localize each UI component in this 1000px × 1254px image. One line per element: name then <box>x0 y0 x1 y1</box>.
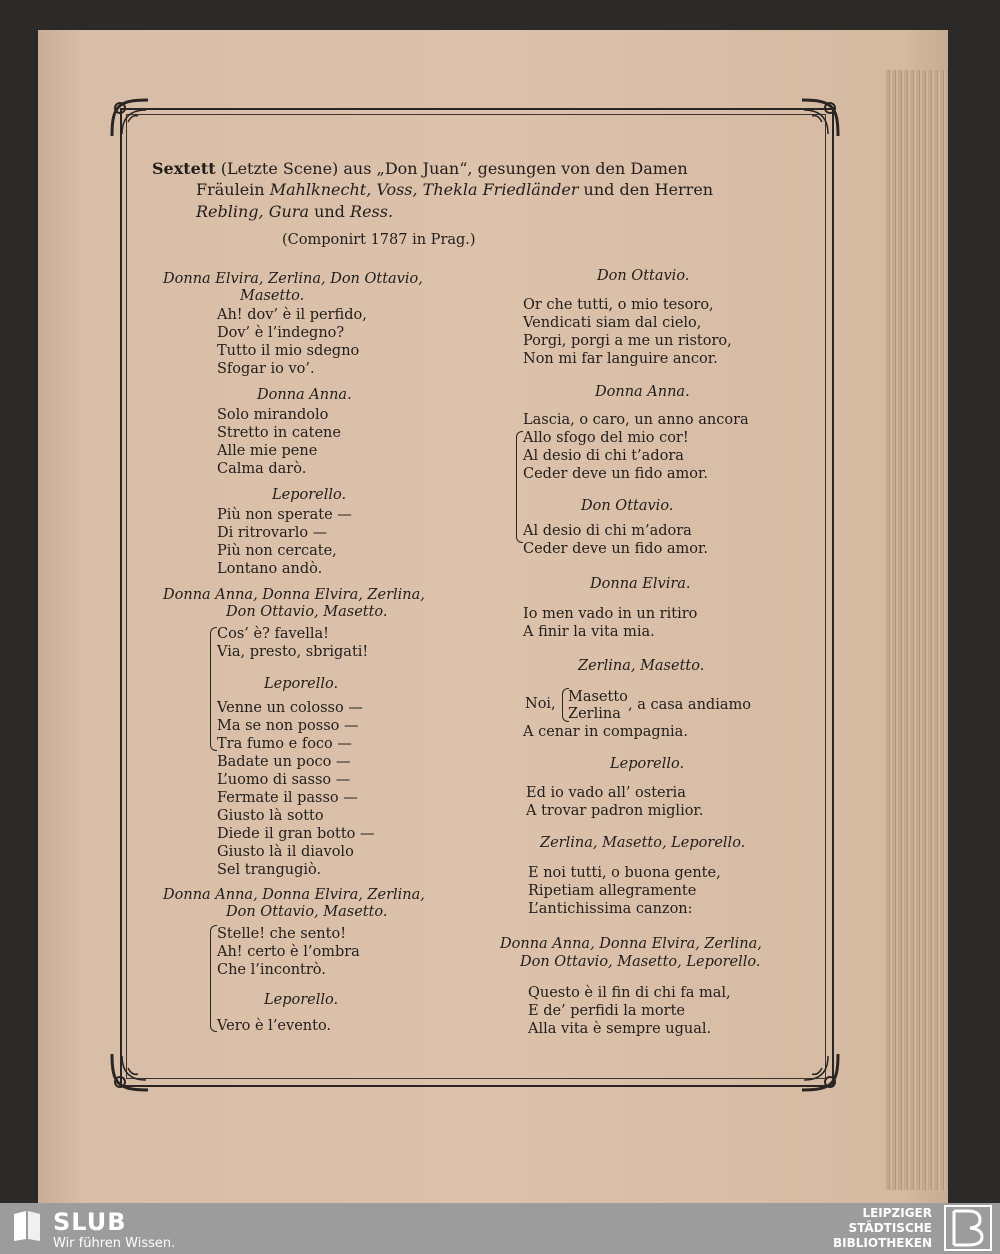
speaker-label: Don Ottavio. <box>581 498 674 514</box>
verse-line: Ceder deve un fido amor. <box>523 541 708 557</box>
lsb-line-2: STÄDTISCHE <box>848 1221 932 1235</box>
verse-line: E noi tutti, o buona gente, <box>528 865 721 881</box>
verse-line: Badate un poco — <box>217 754 351 770</box>
speaker-label: Donna Anna, Donna Elvira, Zerlina, <box>163 887 425 903</box>
speaker-label: Leporello. <box>264 992 339 1008</box>
verse-line: Ceder deve un fido amor. <box>523 466 708 482</box>
verse-line: Io men vado in un ritiro <box>523 606 698 622</box>
und-herren: und den Herren <box>578 180 714 199</box>
verse-line: L’uomo di sasso — <box>217 772 351 788</box>
lsb-line-3: BIBLIOTHEKEN <box>832 1236 932 1250</box>
singer-names-men: Rebling, Gura <box>196 202 309 221</box>
composed-note: (Componirt 1787 in Prag.) <box>282 232 476 248</box>
noi-rest: , a casa andiamo <box>628 697 751 713</box>
brace-left-2 <box>210 925 217 1032</box>
verse-line: Solo mirandolo <box>217 407 329 423</box>
verse-line: Al desio di chi m’adora <box>523 523 692 539</box>
flourish-ornament-top-right <box>796 96 842 142</box>
speaker-label: Donna Anna. <box>595 384 690 400</box>
speaker-label: Leporello. <box>610 756 685 772</box>
verse-line: Sfogar io vo’. <box>217 361 315 377</box>
verse-line: Questo è il fin di chi fa mal, <box>528 985 731 1001</box>
verse-line: A cenar in compagnia. <box>523 724 688 740</box>
brace-left-1 <box>210 627 217 751</box>
verse-line: Giusto là il diavolo <box>217 844 354 860</box>
verse-line: Ripetiam allegramente <box>528 883 697 899</box>
slub-logo-text[interactable]: SLUB <box>53 1208 127 1236</box>
verse-line: Lascia, o caro, un anno ancora <box>523 412 749 428</box>
speaker-label: Leporello. <box>264 676 339 692</box>
slub-tagline: Wir führen Wissen. <box>53 1236 176 1251</box>
slub-logo-icon <box>12 1210 42 1242</box>
verse-line: Alle mie pene <box>217 443 318 459</box>
lsb-logo-icon <box>944 1205 992 1251</box>
speaker-label: Don Ottavio. <box>597 268 690 284</box>
verse-line: Stretto in catene <box>217 425 341 441</box>
verse-line: Di ritrovarlo — <box>217 525 328 541</box>
singer-names-women: Mahlknecht, Voss, Thekla Friedländer <box>269 180 579 199</box>
verse-line: Dov’ è l’indegno? <box>217 325 345 341</box>
und-label: und <box>308 202 351 221</box>
speaker-label: Leporello. <box>272 487 347 503</box>
brace-right-1 <box>516 431 523 543</box>
flourish-ornament-bottom-left <box>108 1048 154 1094</box>
sextett-title: Sextett <box>152 159 216 178</box>
noi-zerlina: Zerlina <box>568 706 621 722</box>
verse-line: E de’ perfidi la morte <box>528 1003 685 1019</box>
speaker-label: Don Ottavio, Masetto, Leporello. <box>520 954 761 970</box>
verse-line: Alla vita è sempre ugual. <box>528 1021 712 1037</box>
verse-line: Ed io vado all’ osteria <box>526 785 686 801</box>
speaker-label: Donna Anna. <box>257 387 352 403</box>
lsb-wordmark[interactable] <box>833 1206 932 1251</box>
verse-line: Cos’ è? favella! <box>217 626 329 642</box>
verse-line: Tra fumo e foco — <box>217 736 352 752</box>
header-line-2 <box>196 181 713 199</box>
verse-line: Giusto là sotto <box>217 808 324 824</box>
verse-line: Stelle! che sento! <box>217 926 347 942</box>
verse-line: Ma se non posso — <box>217 718 359 734</box>
verse-line: A finir la vita mia. <box>523 624 655 640</box>
verse-line: Tutto il mio sdegno <box>217 343 360 359</box>
page-edges <box>886 70 948 1190</box>
speaker-label: Donna Elvira, Zerlina, Don Ottavio, <box>163 271 423 287</box>
verse-line: Lontano andò. <box>217 561 323 577</box>
speaker-label: Don Ottavio, Masetto. <box>226 604 388 620</box>
verse-line: Calma darò. <box>217 461 307 477</box>
fraeulein-label: Fräulein <box>196 180 270 199</box>
verse-line: Più non sperate — <box>217 507 352 523</box>
speaker-label: Donna Anna, Donna Elvira, Zerlina, <box>163 587 425 603</box>
verse-line: Fermate il passo — <box>217 790 358 806</box>
verse-line: Ah! certo è l’ombra <box>217 944 360 960</box>
header-line-3 <box>196 203 393 221</box>
verse-line: Che l’incontrò. <box>217 962 326 978</box>
title-line-1: (Letzte Scene) aus „Don Juan“, gesungen von den Damen <box>215 159 688 178</box>
verse-line: Via, presto, sbrigati! <box>217 644 369 660</box>
noi-label: Noi, <box>525 696 556 712</box>
verse-line: Ah! dov’ è il perfido, <box>217 307 367 323</box>
verse-line: Diede il gran botto — <box>217 826 375 842</box>
verse-line: L’antichissima canzon: <box>528 901 693 917</box>
verse-line: Non mi far languire ancor. <box>523 351 718 367</box>
speaker-label: Zerlina, Masetto. <box>578 658 705 674</box>
flourish-ornament-bottom-right <box>796 1048 842 1094</box>
verse-line: Più non cercate, <box>217 543 337 559</box>
verse-line: Porgi, porgi a me un ristoro, <box>523 333 732 349</box>
noi-masetto: Masetto <box>568 689 628 705</box>
header-line-1 <box>152 160 688 178</box>
flourish-ornament-top-left <box>108 96 154 142</box>
lsb-line-1: LEIPZIGER <box>862 1206 932 1220</box>
verse-line: Vendicati siam dal cielo, <box>523 315 702 331</box>
speaker-label: Don Ottavio, Masetto. <box>226 904 388 920</box>
verse-line: Allo sfogo del mio cor! <box>523 430 689 446</box>
singer-name-ress: Ress. <box>350 202 394 221</box>
verse-line: Sel trangugiò. <box>217 862 322 878</box>
verse-line: Vero è l’evento. <box>217 1018 332 1034</box>
speaker-label: Donna Elvira. <box>590 576 691 592</box>
speaker-label: Zerlina, Masetto, Leporello. <box>540 835 746 851</box>
verse-line: Venne un colosso — <box>217 700 363 716</box>
speaker-label: Donna Anna, Donna Elvira, Zerlina, <box>500 936 762 952</box>
verse-line: Al desio di chi t’adora <box>523 448 684 464</box>
verse-line: Or che tutti, o mio tesoro, <box>523 297 714 313</box>
speaker-label: Masetto. <box>240 288 305 304</box>
verse-line: A trovar padron miglior. <box>526 803 704 819</box>
